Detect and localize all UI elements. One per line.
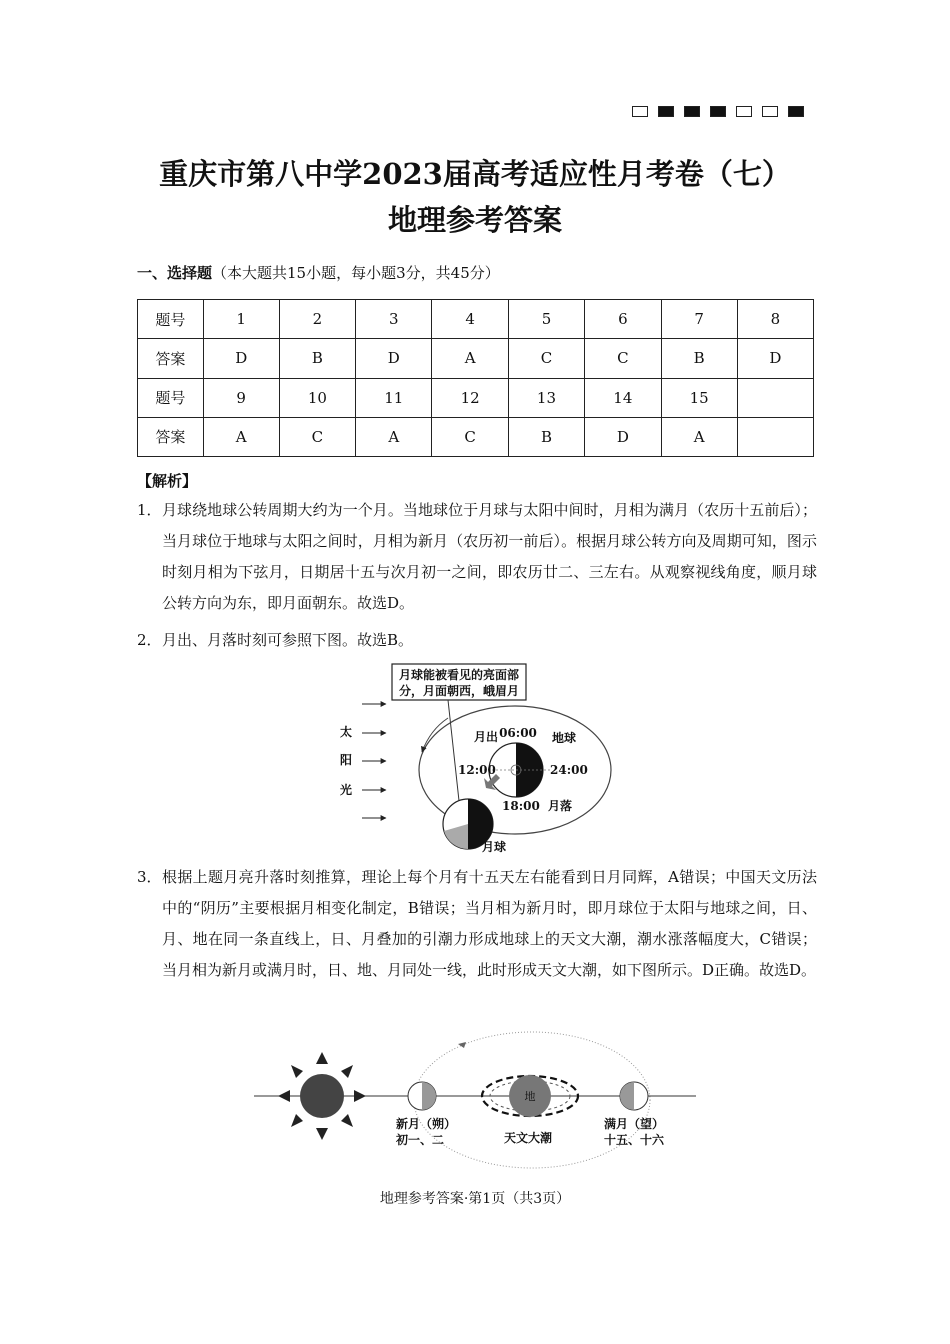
time-1200: 12:00 <box>458 763 496 777</box>
callout-pointer <box>448 700 460 810</box>
header-mark <box>762 106 778 117</box>
table-cell: 15 <box>661 378 737 417</box>
sun-char: 光 <box>340 783 353 797</box>
table-cell: 11 <box>356 378 432 417</box>
new-moon-shade <box>422 1082 436 1110</box>
table-cell: 8 <box>737 300 813 339</box>
table-row <box>138 378 814 417</box>
time-1800: 18:00 <box>502 799 540 813</box>
table-cell: 7 <box>661 300 737 339</box>
table-cell: A <box>356 417 432 456</box>
table-row <box>138 339 814 378</box>
earth-label: 地球 <box>552 731 577 745</box>
full-moon-shade <box>620 1082 634 1110</box>
full-moon-label: 满月（望） <box>604 1117 665 1131</box>
table-cell: 13 <box>508 378 584 417</box>
document-subtitle: 地理参考答案 <box>387 203 562 237</box>
analysis-heading: 【解析】 <box>137 472 198 490</box>
header-mark <box>658 106 674 117</box>
section-heading <box>137 262 500 283</box>
table-cell: 答案 <box>138 417 204 456</box>
analysis-item <box>137 495 817 619</box>
section-note: （本大题共15小题，每小题3分，共45分） <box>212 264 500 282</box>
table-cell: C <box>585 339 661 378</box>
table-cell: 3 <box>356 300 432 339</box>
header-marks <box>632 106 804 117</box>
callout-line1: 月球能被看见的亮面部 <box>398 668 520 682</box>
item-number: 3． <box>137 868 162 886</box>
table-cell: B <box>279 339 355 378</box>
earth-char: 地 <box>524 1090 536 1103</box>
analysis-item <box>137 862 817 986</box>
table-cell: B <box>508 417 584 456</box>
table-cell: D <box>203 339 279 378</box>
table-row <box>138 417 814 456</box>
moonset-label: 月落 <box>548 799 573 813</box>
table-cell: D <box>356 339 432 378</box>
sun-char: 太 <box>340 725 353 739</box>
header-mark <box>788 106 804 117</box>
table-cell: 12 <box>432 378 508 417</box>
analysis-item <box>137 625 817 656</box>
table-cell: A <box>432 339 508 378</box>
header-mark <box>684 106 700 117</box>
table-cell: 2 <box>279 300 355 339</box>
moonrise-moonset-diagram <box>330 660 620 856</box>
time-0600: 06:00 <box>499 726 537 740</box>
table-cell: C <box>279 417 355 456</box>
time-2400: 24:00 <box>550 763 588 777</box>
page-footer: 地理参考答案·第1页（共3页） <box>379 1191 571 1207</box>
table-cell: 10 <box>279 378 355 417</box>
table-cell: 6 <box>585 300 661 339</box>
table-cell <box>737 378 813 417</box>
table-cell: A <box>661 417 737 456</box>
table-cell: 答案 <box>138 339 204 378</box>
answer-table <box>137 299 814 457</box>
table-row <box>138 300 814 339</box>
full-moon-days: 十五、十六 <box>604 1133 665 1147</box>
new-moon-days: 初一、二 <box>396 1133 445 1147</box>
table-cell: A <box>203 417 279 456</box>
table-cell: C <box>508 339 584 378</box>
table-cell: 5 <box>508 300 584 339</box>
item-text: 月出、月落时刻可参照下图。故选B。 <box>162 631 414 649</box>
table-cell: 9 <box>203 378 279 417</box>
new-moon-label: 新月（朔） <box>396 1117 457 1131</box>
item-number: 2． <box>137 631 162 649</box>
table-cell: D <box>737 339 813 378</box>
header-mark <box>710 106 726 117</box>
item-text: 根据上题月亮升落时刻推算，理论上每个月有十五天左右能看到日月同辉，A错误；中国天文历法中的“阴历”主要根据月相变化制定，B错误；当月相为新月时，即月球位于太阳与地球之间，日、月、地在同一条直线上，日、月叠加的引潮力形成地球上的天文大潮，潮水涨落幅度大，C错误；当月相为新月或满月时，日、地、月同处一线，此时形成天文大潮，如下图所示。D正确。故选D。 <box>162 868 817 979</box>
table-cell <box>737 417 813 456</box>
item-number: 1． <box>137 501 162 519</box>
table-cell: C <box>432 417 508 456</box>
section-title: 一、选择题 <box>137 264 213 282</box>
moon-label: 月球 <box>482 840 507 854</box>
sun-char: 阳 <box>340 753 353 767</box>
spring-tide-label: 天文大潮 <box>504 1131 553 1145</box>
table-cell: 题号 <box>138 300 204 339</box>
document-title: 重庆市第八中学2023届高考适应性月考卷（七） <box>159 157 791 191</box>
moonrise-label: 月出 <box>474 730 499 744</box>
callout-line2: 分，月面朝西，峨眉月 <box>398 684 520 698</box>
table-cell: D <box>585 417 661 456</box>
header-mark <box>736 106 752 117</box>
header-mark <box>632 106 648 117</box>
table-cell: 14 <box>585 378 661 417</box>
orbit-direction-arrow <box>458 1042 466 1048</box>
table-cell: 4 <box>432 300 508 339</box>
table-cell: 题号 <box>138 378 204 417</box>
item-text: 月球绕地球公转周期大约为一个月。当地球位于月球与太阳中间时，月相为满月（农历十五前后）；当月球位于地球与太阳之间时，月相为新月（农历初一前后）。根据月球公转方向及周期可知，图示时刻月相为下弦月，日期居十五与次月初一之间，即农历廿二、三左右。从观察视线角度，顺月球公转方向为东，即月面朝东。故选D。 <box>162 501 817 612</box>
table-cell: 1 <box>203 300 279 339</box>
spring-tide-diagram <box>250 1030 700 1175</box>
table-cell: B <box>661 339 737 378</box>
